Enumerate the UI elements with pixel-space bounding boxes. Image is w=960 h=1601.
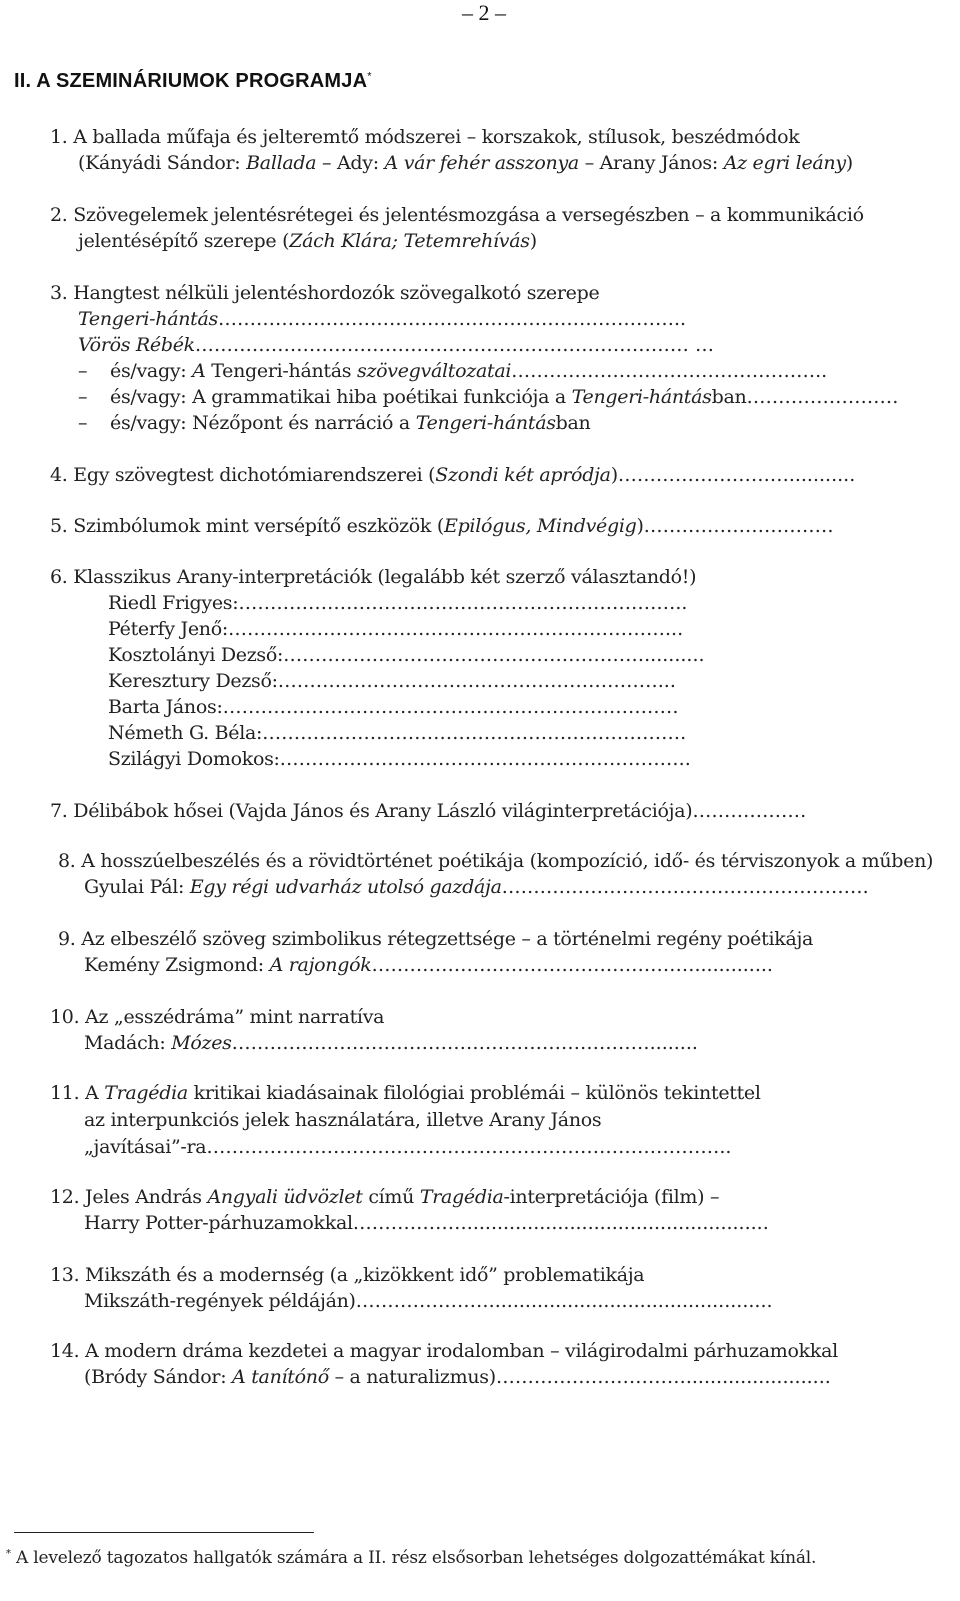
item-4: 4. Egy szövegtest dichotómiarendszerei (Szondi két apródja)………………………........... xyxy=(50,464,856,486)
item-13-line-1: 13. Mikszáth és a modernség (a „kizökkent idő” problematikája xyxy=(50,1264,645,1286)
item-2-line-1: 2. Szövegelemek jelentésrétegei és jelentésmozgása a versegészben – a kommunikáció xyxy=(50,204,864,226)
item-6-riedl: Riedl Frigyes:…………………………………………………………….. xyxy=(108,592,688,614)
item-9-line-2: Kemény Zsigmond: A rajongók……………………………………………............. xyxy=(84,954,773,976)
footnote-marker-bottom: * xyxy=(6,1548,11,1560)
item-7: 7. Délibábok hősei (Vajda János és Arany László világinterpretációja)……………… xyxy=(50,800,807,822)
item-11-line-3: „javításai”-ra……………………………………………………………………….. xyxy=(84,1136,732,1158)
item-3-line-1: 3. Hangtest nélküli jelentéshordozók szövegalkotó szerepe xyxy=(50,282,600,304)
item-1-line-2: (Kányádi Sándor: Ballada – Ady: A vár fehér asszonya – Arany János: Az egri leány) xyxy=(78,152,853,174)
item-2-line-2: jelentésépítő szerepe (Zách Klára; Tetemrehívás) xyxy=(78,230,537,252)
item-8-line-1: 8. A hosszúelbeszélés és a rövidtörténet poétikája (kompozíció, idő- és térviszonyok a műben) xyxy=(58,850,934,872)
section-heading xyxy=(14,70,372,93)
footnote-divider xyxy=(14,1532,314,1533)
item-12-line-1: 12. Jeles András Angyali üdvözlet című Tragédia-interpretációja (film) – xyxy=(50,1186,720,1208)
item-10-line-2: Madách: Mózes…………………………………………………………........ xyxy=(84,1032,698,1054)
footnote-text: A levelező tagozatos hallgatók számára a II. rész elsősorban lehetséges dolgozattémákat kínál. xyxy=(10,1548,817,1568)
item-3-option-1: – és/vagy: A Tengeri-hántás szövegváltozatai………………………………………….. xyxy=(78,360,828,382)
item-3-option-2: – és/vagy: A grammatikai hiba poétikai funkciója a Tengeri-hántásban…………………… xyxy=(78,386,899,408)
item-6-kosztolanyi: Kosztolányi Dezső:………………………………………………….......... xyxy=(108,644,705,666)
item-11-line-1: 11. A Tragédia kritikai kiadásainak filológiai problémái – különös tekintettel xyxy=(50,1082,761,1104)
item-9-line-1: 9. Az elbeszélő szöveg szimbolikus rétegzettsége – a történelmi regény poétikája xyxy=(58,928,814,950)
item-8-line-2: Gyulai Pál: Egy régi udvarház utolsó gazdája…………………………………………………. xyxy=(84,876,869,898)
item-13-line-2: Mikszáth-regények példáján)…………………............................................... xyxy=(84,1290,773,1312)
item-12-line-2: Harry Potter-párhuzamokkal……………….................................................. xyxy=(84,1212,769,1234)
item-3-voros-rebek: Vörös Rébék…………………………………………………………………… … xyxy=(78,334,714,356)
item-10-line-1: 10. Az „esszédráma” mint narratíva xyxy=(50,1006,385,1028)
page-number: – 2 – xyxy=(462,0,506,25)
heading-text: II. A SZEMINÁRIUMOK PROGRAMJA xyxy=(14,70,368,92)
item-6-keresztury: Keresztury Dezső:……………………………………………………... xyxy=(108,670,676,692)
footnote-marker: * xyxy=(367,70,372,83)
item-5: 5. Szimbólumok mint versépítő eszközök (Epilógus, Mindvégig)………………………… xyxy=(50,515,834,537)
item-6-peterfy: Péterfy Jenő:……………………………………………………………... xyxy=(108,618,684,640)
item-11-line-2: az interpunkciós jelek használatára, illetve Arany János xyxy=(84,1109,602,1131)
item-14-line-1: 14. A modern dráma kezdetei a magyar irodalomban – világirodalmi párhuzamokkal xyxy=(50,1340,838,1362)
item-6-nemeth: Németh G. Béla:…………………………………………………………. xyxy=(108,722,687,744)
item-14-line-2: (Bródy Sándor: A tanítónő – a naturalizmus)…………………………........................ xyxy=(84,1366,831,1388)
item-3-option-3: – és/vagy: Nézőpont és narráció a Tengeri-hántásban xyxy=(78,412,591,434)
item-1-line-1: 1. A ballada műfaja és jelteremtő módszerei – korszakok, stílusok, beszédmódok xyxy=(50,126,800,148)
item-3-tengeri-hantas: Tengeri-hántás……………………………………………………………….. xyxy=(78,308,687,330)
item-6-line-1: 6. Klasszikus Arany-interpretációk (legalább két szerző választandó!) xyxy=(50,566,697,588)
item-6-szilagyi: Szilágyi Domokos:……………………………………………………….. xyxy=(108,748,691,770)
footnote xyxy=(6,1548,816,1568)
item-6-barta: Barta János:……………………………………………………………… xyxy=(108,696,679,718)
